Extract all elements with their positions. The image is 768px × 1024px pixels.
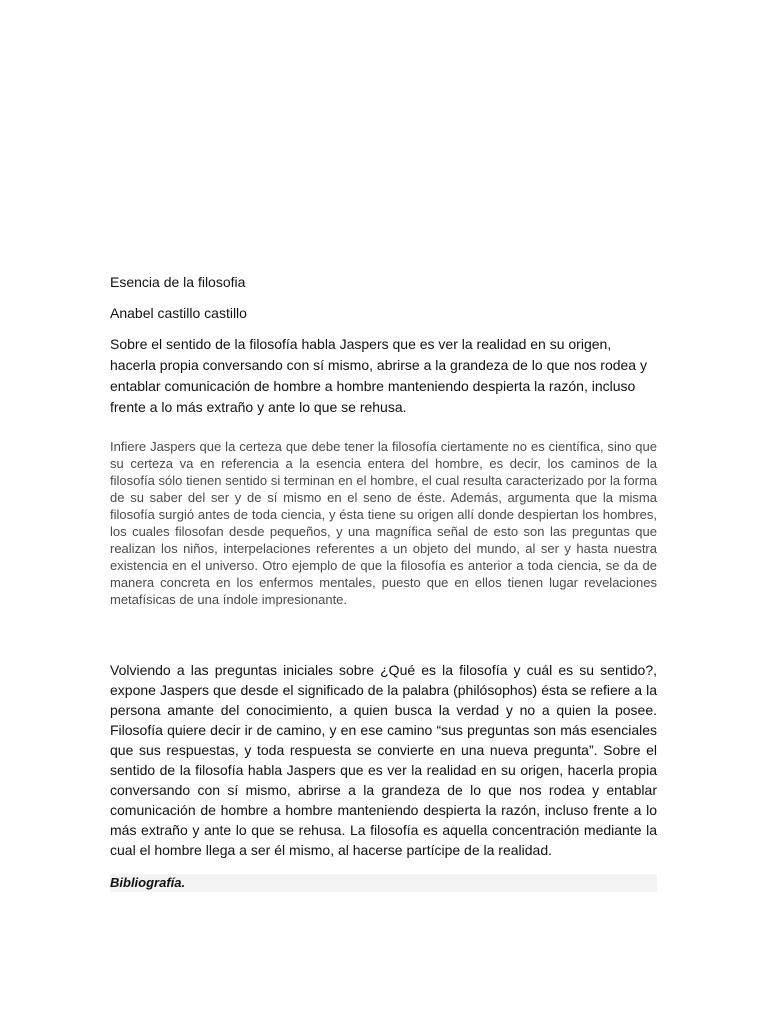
- bibliography-label: Bibliografía.: [110, 875, 186, 890]
- document-title: Esencia de la filosofia: [110, 274, 246, 290]
- document-body: [110, 272, 657, 892]
- document-author: Anabel castillo castillo: [110, 305, 247, 321]
- paragraph-intro: Sobre el sentido de la filosofía habla Jaspers que es ver la realidad en su origen, hacerla propia conversando con sí mismo, abrirse a la grandeza de lo que nos rodea y entablar comunicación de hombre a hombre manteniendo despierta la razón, incluso frente a lo más extraño y ante lo que se rehusa.: [110, 336, 647, 415]
- paragraph-certeza: Infiere Jaspers que la certeza que debe tener la filosofía ciertamente no es científica, sino que su certeza va en referencia a la esencia entera del hombre, es decir, los caminos de la filosofía sólo tienen sentido si terminan en el hombre, el cual resulta caracterizado por la forma de su saber del ser y de sí mismo en el seno de éste. Además, argumenta que la misma filosofía surgió antes de toda ciencia, y ésta tiene su origen allí donde despiertan los hombres, los cuales filosofan desde pequeños, y una magnífica señal de esto son las preguntas que realizan los niños, interpelaciones referentes a un objeto del mundo, al ser y hasta nuestra existencia en el universo. Otro ejemplo de que la filosofía es anterior a toda ciencia, se da de manera concreta en los enfermos mentales, puesto que en ellos tienen lugar revelaciones metafísicas de una índole impresionante.: [110, 439, 657, 607]
- paragraph-preguntas: Volviendo a las preguntas iniciales sobre ¿Qué es la filosofía y cuál es su sentido?, expone Jaspers que desde el significado de la palabra (philósophos) ésta se refiere a la persona amante del conocimiento, a quien busca la verdad y no a quien la posee. Filosofía quiere decir ir de camino, y en ese camino “sus preguntas son más esenciales que sus respuestas, y toda respuesta se convierte en una nueva pregunta”. Sobre el sentido de la filosofía habla Jaspers que es ver la realidad en su origen, hacerla propia conversando con sí mismo, abrirse a la grandeza de lo que nos rodea y entablar comunicación de hombre a hombre manteniendo despierta la razón, incluso frente a lo más extraño y ante lo que se rehusa. La filosofía es aquella concentración mediante la cual el hombre llega a ser él mismo, al hacerse partícipe de la realidad.: [110, 662, 657, 858]
- bibliography-heading: [110, 874, 657, 892]
